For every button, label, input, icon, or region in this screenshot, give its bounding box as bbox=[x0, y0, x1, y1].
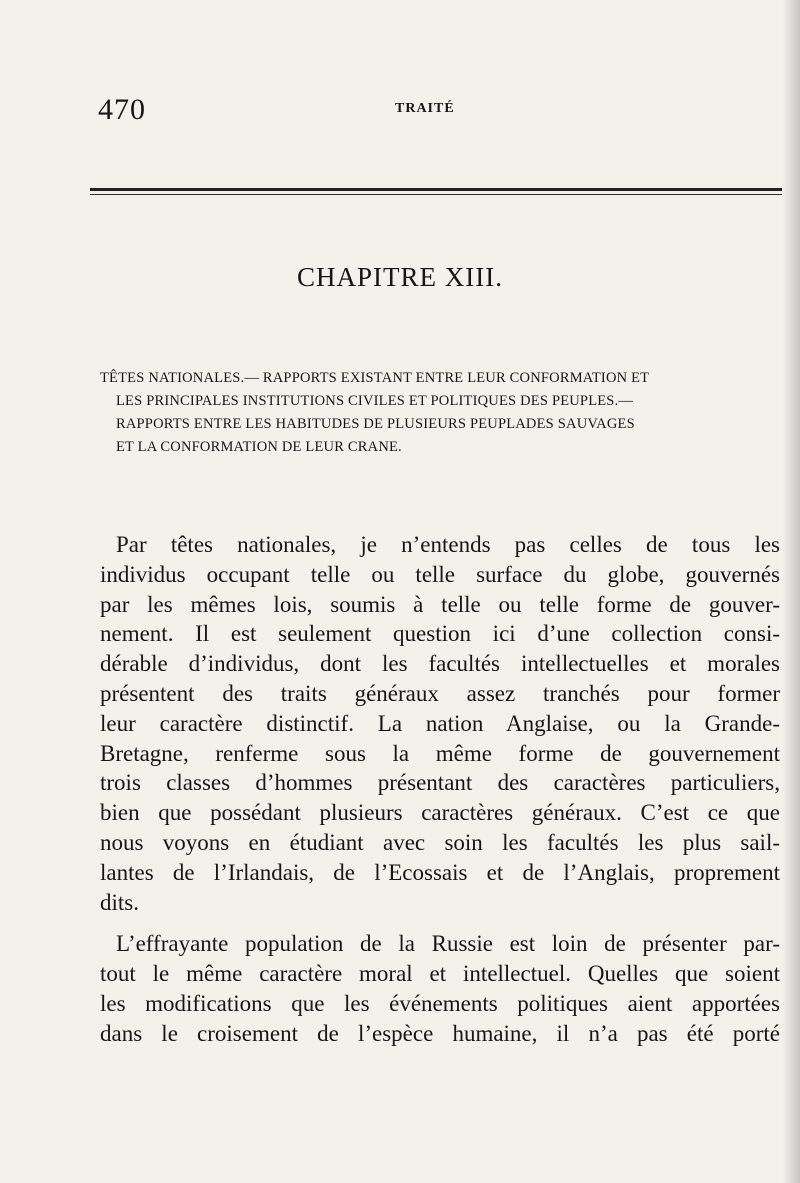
chapter-summary bbox=[100, 367, 780, 459]
text-line: Par têtes nationales, je n’entends pas celles de tous les bbox=[116, 532, 780, 557]
text-line: par les mêmes lois, soumis à telle ou telle forme de gouver- bbox=[100, 591, 780, 617]
header-rule bbox=[90, 188, 782, 191]
chapter-title: CHAPITRE XIII. bbox=[297, 262, 503, 292]
header-rule-thin bbox=[90, 194, 782, 195]
summary-line: ET LA CONFORMATION DE LEUR CRANE. bbox=[116, 439, 402, 455]
text-line: nement. Il est seulement question ici d’une collection consi- bbox=[100, 621, 780, 647]
text-line: individus occupant telle ou telle surface du globe, gouvernés bbox=[100, 561, 780, 587]
text-line: dans le croisement de l’espèce humaine, il n’a pas été porté bbox=[100, 1020, 780, 1046]
summary-line: TÊTES NATIONALES.— RAPPORTS EXISTANT ENTRE LEUR CONFORMATION ET bbox=[100, 370, 650, 386]
page-number: 470 bbox=[98, 93, 146, 126]
text-line: dérable d’individus, dont les facultés intellectuelles et morales bbox=[100, 651, 780, 677]
paragraph-1 bbox=[100, 530, 780, 917]
body-text bbox=[100, 530, 780, 1049]
paragraph-2 bbox=[100, 929, 780, 1048]
text-line: bien que possédant plusieurs caractères généraux. C’est ce que bbox=[100, 800, 780, 826]
text-line: nous voyons en étudiant avec soin les facultés les plus sail- bbox=[100, 829, 780, 855]
summary-line: LES PRINCIPALES INSTITUTIONS CIVILES ET POLITIQUES DES PEUPLES.— bbox=[116, 393, 634, 409]
summary-line: RAPPORTS ENTRE LES HABITUDES DE PLUSIEURS PEUPLADES SAUVAGES bbox=[116, 416, 635, 432]
text-line: présentent des traits généraux assez tranchés pour former bbox=[100, 680, 780, 706]
text-line: tout le même caractère moral et intellectuel. Quelles que soient bbox=[100, 961, 780, 987]
text-line: Bretagne, renferme sous la même forme de gouvernement bbox=[100, 740, 780, 766]
text-line: L’effrayante population de la Russie est loin de présenter par- bbox=[116, 931, 780, 957]
text-line: leur caractère distinctif. La nation Anglaise, ou la Grande- bbox=[100, 710, 780, 736]
text-line: dits. bbox=[100, 889, 139, 915]
text-line: trois classes d’hommes présentant des caractères particuliers, bbox=[100, 770, 780, 796]
running-head: TRAITÉ bbox=[395, 101, 455, 116]
text-line: lantes de l’Irlandais, de l’Ecossais et de l’Anglais, proprement bbox=[100, 859, 780, 885]
page-edge-shadow bbox=[782, 0, 800, 1183]
text-line: les modifications que les événements politiques aient apportées bbox=[100, 990, 780, 1016]
